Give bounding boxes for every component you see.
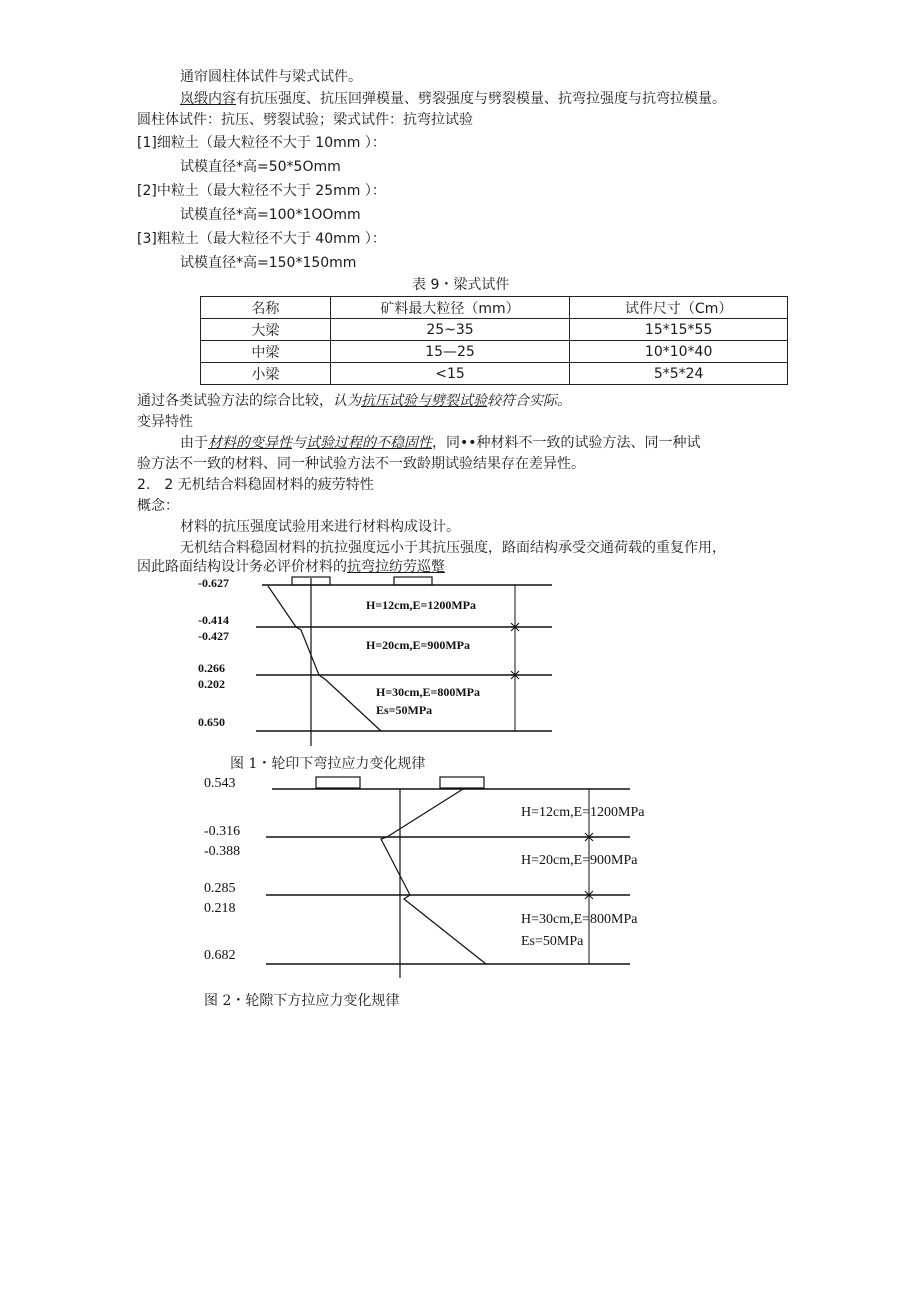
fig1-value: -0.627 [198, 576, 229, 590]
wheel-load-icon [292, 577, 330, 585]
comparison-italic-end: 较符合实际。 [487, 393, 571, 409]
fig1-layer-label: H=30cm,E=800MPa [376, 685, 480, 699]
variability-p1 [180, 434, 701, 452]
fig2-value: -0.316 [204, 824, 241, 839]
intro-line: 通帘圆柱体试件与梁式试件。 [180, 69, 362, 85]
fig2-value: 0.285 [204, 881, 236, 896]
fig1-layer-label: H=12cm,E=1200MPa [366, 598, 476, 612]
fig1-value: -0.414 [198, 613, 229, 627]
table-cell: 15*15*55 [570, 319, 788, 341]
table-row [201, 363, 788, 385]
content-label: 岚缎内容 [180, 91, 236, 107]
content-line [180, 90, 726, 108]
table-cell: <15 [330, 363, 570, 385]
variability-heading: 变异特性 [137, 414, 193, 430]
table-cell: 10*10*40 [570, 341, 788, 363]
section-p3-term: 抗弯拉纺劳巡蹩 [347, 559, 445, 575]
wheel-load-icon [316, 777, 360, 788]
wheel-load-icon [440, 777, 484, 788]
soil-fine-label: [1]细粒土（最大粒径不大于 10mm ）： [137, 135, 386, 151]
fig1-value: -0.427 [198, 629, 229, 643]
soil-coarse-mold: 试模直径*高=150*150mm [180, 255, 357, 271]
comparison-underlined: 抗压试验与劈裂试验 [361, 393, 487, 409]
fig2-value: 0.218 [204, 901, 236, 916]
table-header-cell: 试件尺寸（Cm） [570, 297, 788, 319]
table-header-cell: 名称 [201, 297, 331, 319]
section-p3 [137, 558, 445, 576]
section-p3-text: 因此路面结构设计务必评价材料的 [137, 559, 347, 575]
content-text: 有抗压强度、抗压回弹模量、劈裂强度与劈裂模量、抗弯拉强度与抗弯拉模量。 [236, 91, 726, 107]
fig2-layer-label: Es=50MPa [521, 934, 584, 949]
figure2-caption: 图 2・轮隙下方拉应力变化规律 [204, 993, 400, 1009]
section-p1: 材料的抗压强度试验用来进行材料构成设计。 [180, 519, 460, 535]
table-caption: 表 9・梁式试件 [412, 277, 510, 293]
soil-medium-mold: 试模直径*高=100*1OOmm [180, 207, 361, 223]
variability-rest: ，同••种材料不一致的试验方法、同一种试 [432, 435, 701, 451]
table-header-row [201, 297, 788, 319]
variability-pre: 由于 [180, 435, 208, 451]
fig2-value: -0.388 [204, 844, 241, 859]
fig2-layer-label: H=20cm,E=900MPa [521, 853, 638, 868]
comparison-italic: 认为 [333, 393, 361, 409]
wheel-load-icon [394, 577, 432, 585]
table-row [201, 319, 788, 341]
table-cell: 25~35 [330, 319, 570, 341]
variability-term2: 试验过程的不稳固性 [306, 435, 432, 451]
fig2-layer-label: H=12cm,E=1200MPa [521, 805, 645, 820]
soil-medium-label: [2]中粒土（最大粒径不大于 25mm ）： [137, 183, 386, 199]
soil-fine-mold: 试模直径*高=50*5Omm [180, 159, 341, 175]
fig1-layer-label: Es=50MPa [376, 703, 433, 717]
specimen-types: 圆柱体试件：抗压、劈裂试验；梁式试件：抗弯拉试验 [137, 112, 473, 128]
table-row [201, 341, 788, 363]
section-heading: 2. 2 无机结合料稳固材料的疲劳特性 [137, 477, 374, 493]
variability-term1: 材料的变异性 [208, 435, 292, 451]
fig1-value: 0.266 [198, 661, 225, 675]
fig2-value: 0.543 [204, 776, 236, 791]
table-cell: 15—25 [330, 341, 570, 363]
comparison-prefix: 通过各类试验方法的综合比较， [137, 393, 333, 409]
concept-label: 概念： [137, 498, 179, 514]
fig2-value: 0.682 [204, 948, 236, 963]
table-cell: 中梁 [201, 341, 331, 363]
fig1-layer-label: H=20cm,E=900MPa [366, 638, 470, 652]
table-cell: 5*5*24 [570, 363, 788, 385]
figure1-caption: 图 1・轮印下弯拉应力变化规律 [230, 756, 426, 772]
fig1-value: 0.202 [198, 677, 225, 691]
variability-p2: 验方法不一致的材料、同一种试验方法不一致龄期试验结果存在差异性。 [137, 456, 585, 472]
variability-mid: 与 [292, 435, 306, 451]
fig1-value: 0.650 [198, 715, 225, 729]
section-p2: 无机结合料稳固材料的抗拉强度远小于其抗压强度，路面结构承受交通荷载的重复作用， [180, 540, 726, 556]
table-cell: 大梁 [201, 319, 331, 341]
table-cell: 小梁 [201, 363, 331, 385]
fig2-layer-label: H=30cm,E=800MPa [521, 912, 638, 927]
comparison-line [137, 392, 571, 410]
beam-specimen-table [200, 296, 788, 385]
soil-coarse-label: [3]粗粒土（最大粒径不大于 40mm ）： [137, 231, 386, 247]
table-header-cell: 矿料最大粒径（mm） [330, 297, 570, 319]
